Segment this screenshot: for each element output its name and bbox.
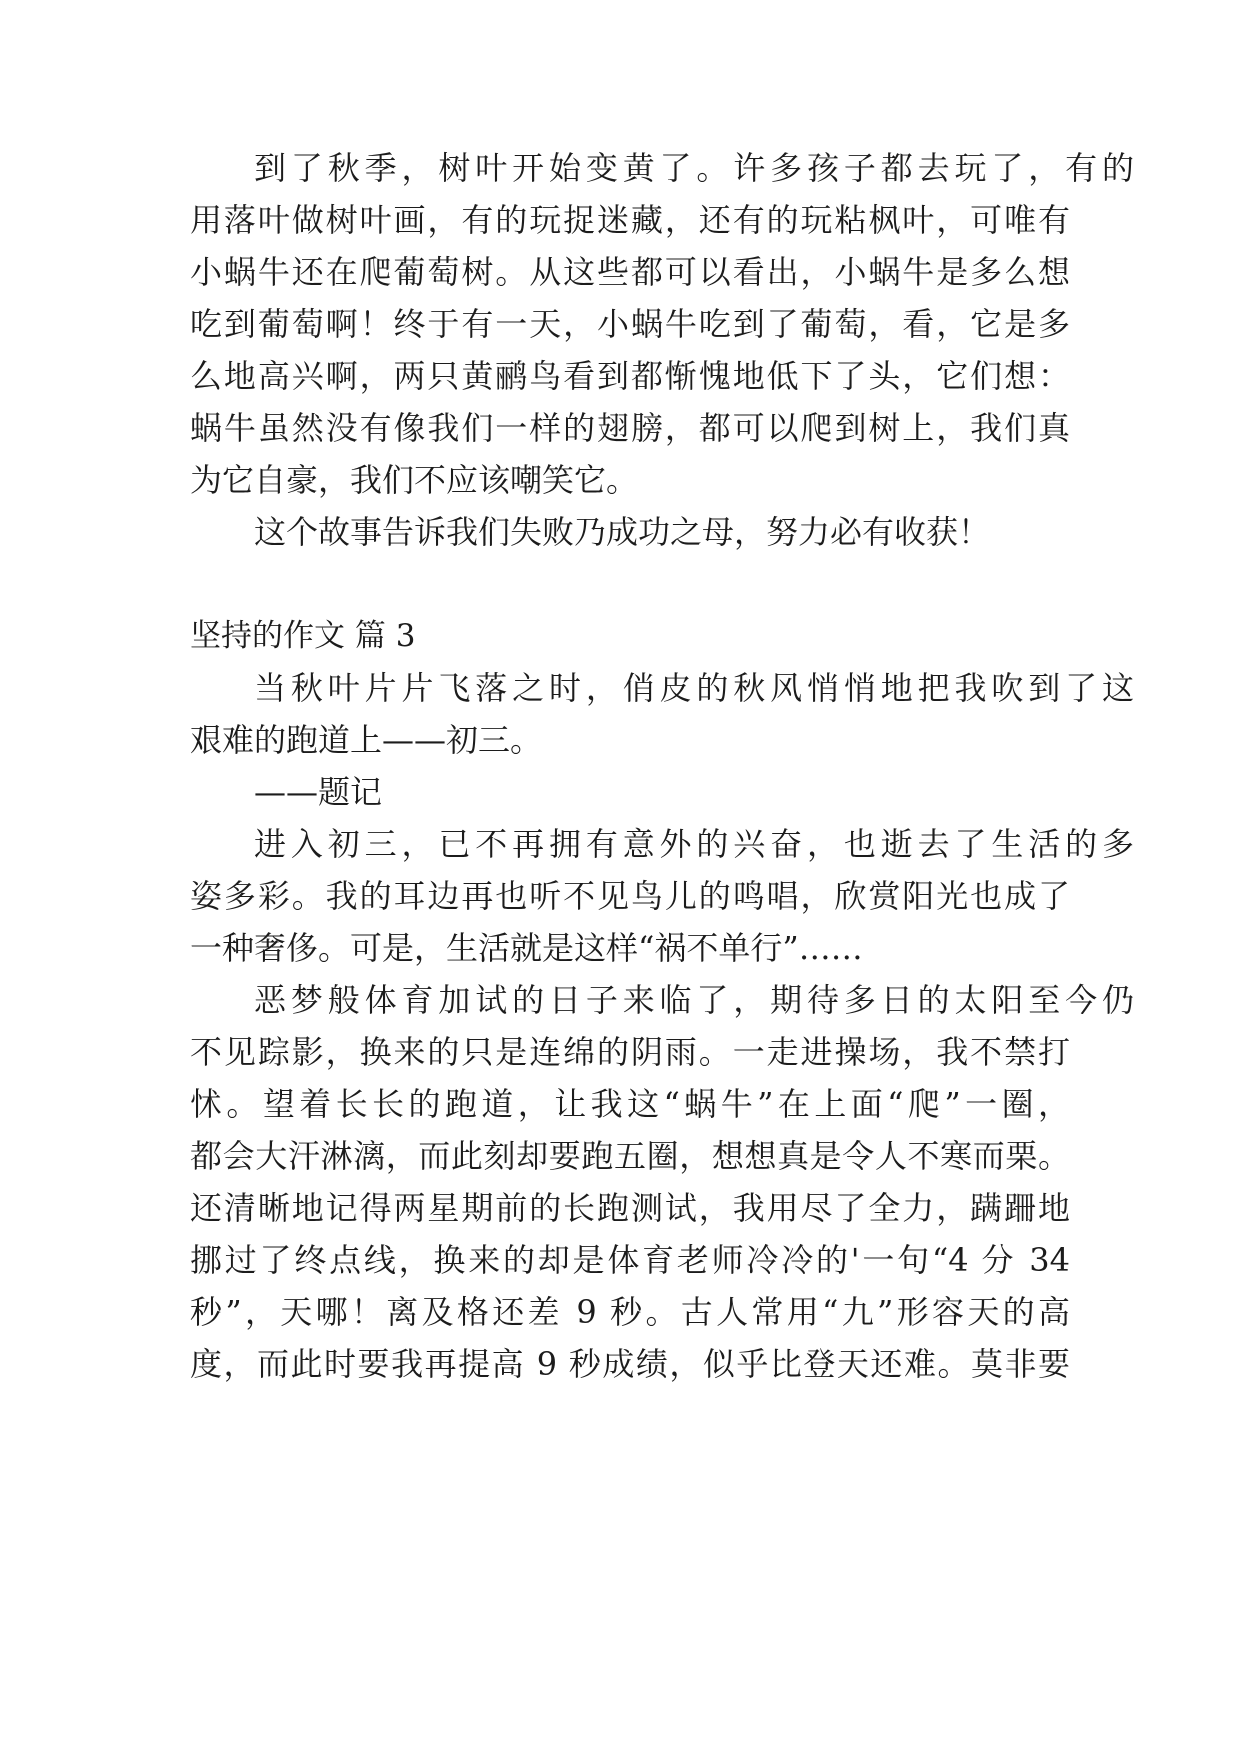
epigraph-note: ——题记: [254, 773, 383, 811]
paragraph-line: 姿多彩。我的耳边再也听不见鸟儿的鸣唱，欣赏阳光也成了: [190, 877, 1070, 915]
paragraph-line: 不见踪影，换来的只是连绵的阴雨。一走进操场，我不禁打: [190, 1033, 1070, 1071]
paragraph-line: 秒”，天哪！离及格还差 9 秒。古人常用“九”形容天的高: [190, 1293, 1070, 1331]
paragraph-line: 吃到葡萄啊！终于有一天，小蜗牛吃到了葡萄，看，它是多: [190, 305, 1070, 343]
paragraph-line: 还清晰地记得两星期前的长跑测试，我用尽了全力，蹒跚地: [190, 1189, 1070, 1227]
section-title: 坚持的作文 篇 3: [190, 618, 416, 654]
paragraph-line: 度，而此时要我再提高 9 秒成绩，似乎比登天还难。莫非要: [190, 1345, 1070, 1383]
paragraph-line: 恶梦般体育加试的日子来临了，期待多日的太阳至今仍: [254, 981, 1134, 1019]
epigraph-line: 当秋叶片片飞落之时，俏皮的秋风悄悄地把我吹到了这: [254, 669, 1134, 707]
paragraph-line: 都会大汗淋漓，而此刻却要跑五圈，想想真是令人不寒而栗。: [190, 1137, 1070, 1175]
paragraph-line: 挪过了终点线，换来的却是体育老师冷冷的'一句“4 分 34: [190, 1241, 1070, 1279]
epigraph-line: 艰难的跑道上——初三。: [190, 721, 543, 759]
paragraph-line: 为它自豪，我们不应该嘲笑它。: [190, 461, 639, 499]
paragraph-line: 蜗牛虽然没有像我们一样的翅膀，都可以爬到树上，我们真: [190, 409, 1070, 447]
paragraph-line: 么地高兴啊，两只黄鹂鸟看到都惭愧地低下了头，它们想：: [190, 357, 1070, 395]
paragraph-line: 用落叶做树叶画，有的玩捉迷藏，还有的玩粘枫叶，可唯有: [190, 201, 1070, 239]
paragraph-line: 小蜗牛还在爬葡萄树。从这些都可以看出，小蜗牛是多么想: [190, 253, 1070, 291]
paragraph-line: 怵。望着长长的跑道，让我这“蜗牛”在上面“爬”一圈，: [190, 1085, 1070, 1123]
moral-line: 这个故事告诉我们失败乃成功之母，努力必有收获！: [254, 513, 991, 551]
paragraph-line: 到了秋季，树叶开始变黄了。许多孩子都去玩了，有的: [254, 149, 1134, 187]
paragraph-line: 一种奢侈。可是，生活就是这样“祸不单行”……: [190, 929, 863, 967]
paragraph-line: 进入初三，已不再拥有意外的兴奋，也逝去了生活的多: [254, 825, 1134, 863]
